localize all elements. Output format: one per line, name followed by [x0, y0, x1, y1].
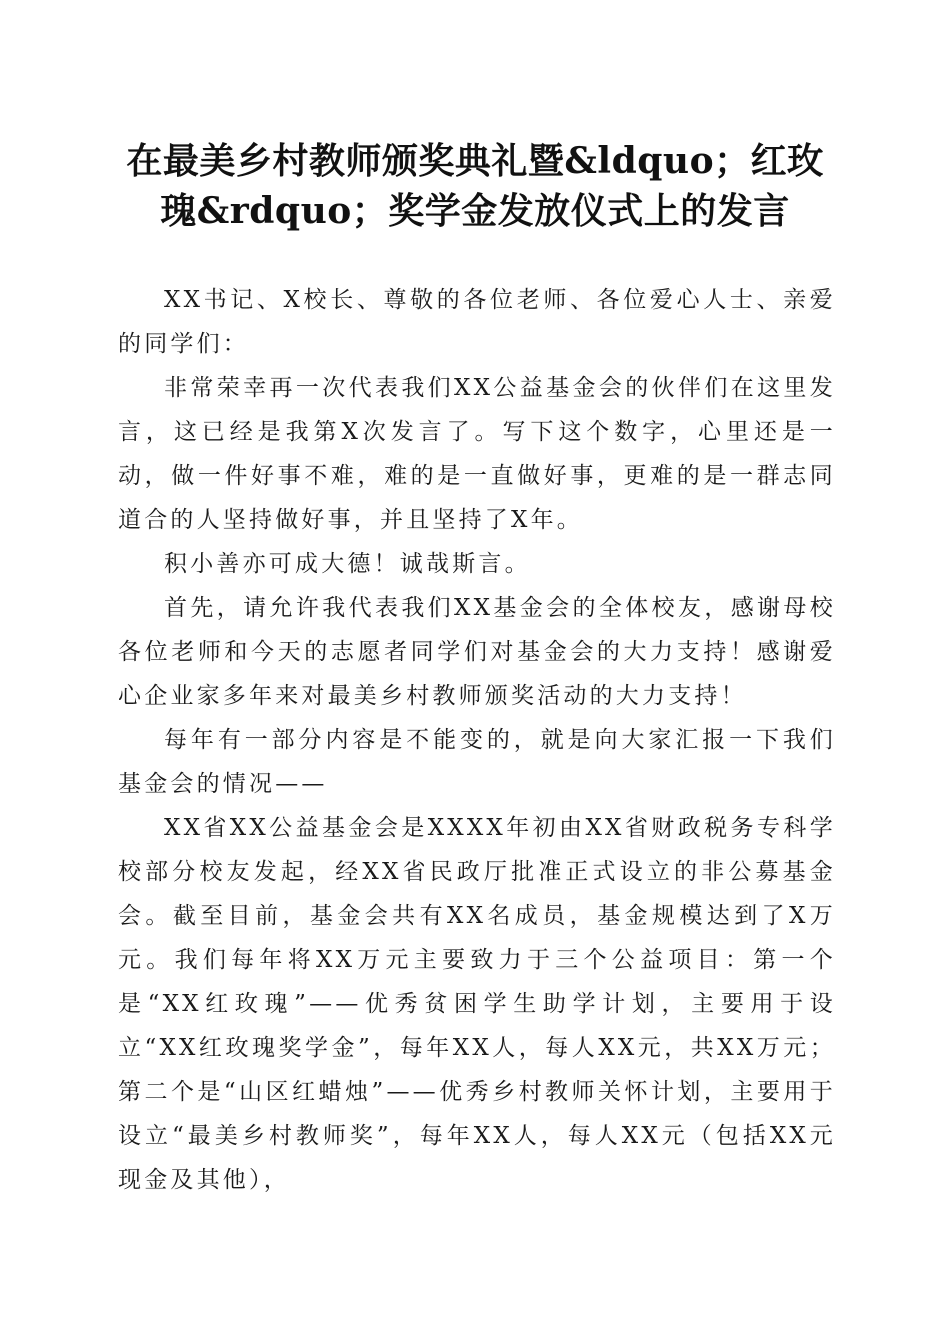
- greeting-paragraph: XX书记、X校长、尊敬的各位老师、各位爱心人士、亲爱的同学们：: [118, 287, 836, 357]
- body-paragraph: 非常荣幸再一次代表我们XX公益基金会的伙伴们在这里发言，这已经是我第X次发言了。写下这个数字，心里还是一动，做一件好事不难，难的是一直做好事，更难的是一群志同道合的人坚持做好事，并且坚持了X年。: [118, 375, 836, 533]
- body-paragraph: 每年有一部分内容是不能变的，就是向大家汇报一下我们基金会的情况——: [118, 727, 836, 797]
- document-body: [118, 278, 836, 1202]
- body-paragraph: 积小善亦可成大德！诚哉斯言。: [164, 551, 531, 577]
- document-title: 在最美乡村教师颁奖典礼暨&ldquo；红玫瑰&rdquo；奖学金发放仪式上的发言: [126, 140, 824, 232]
- body-paragraph: XX省XX公益基金会是XXXX年初由XX省财政税务专科学校部分校友发起，经XX省民政厅批准正式设立的非公募基金会。截至目前，基金会共有XX名成员，基金规模达到了X万元。我们每年将XX万元主要致力于三个公益项目：第一个是“XX红玫瑰”——优秀贫困学生助学计划，主要用于设立“XX红玫瑰奖学金”，每年XX人，每人XX元，共XX万元；第二个是“山区红蜡烛”——优秀乡村教师关怀计划，主要用于设立“最美乡村教师奖”，每年XX人，每人XX元（包括XX元现金及其他），: [118, 815, 836, 1193]
- body-paragraph: 首先，请允许我代表我们XX基金会的全体校友，感谢母校各位老师和今天的志愿者同学们对基金会的大力支持！感谢爱心企业家多年来对最美乡村教师颁奖活动的大力支持！: [118, 595, 836, 709]
